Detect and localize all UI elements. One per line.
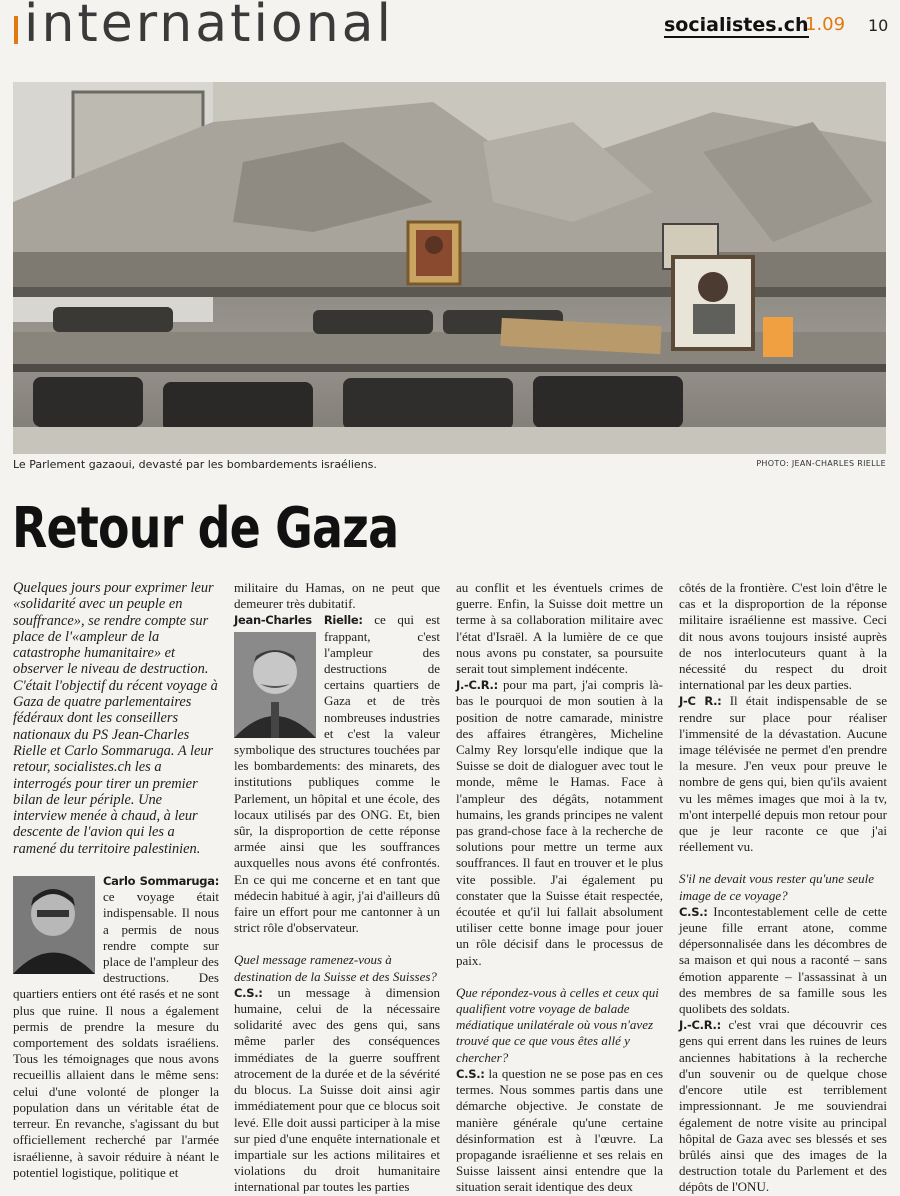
answer-paragraph: Jean-Charles Rielle: ce qui est frappant, c'est l'ampleur des destructions de certains quartiers de Gaza et de très nombreuses industries et c'est la valeur symbolique des structures touchées par les bombardements: des minarets, des institutions publiques comme le Parlement, un hôpital et une école, des locaux utilisés par des ONG. Et, bien sûr, la disproportion de cette réponse armée ainsi que les souffrances auxquelles nous avons été confrontés. En ce qui me concerne et en tant que médecin habitué à agir, j'ai d'ailleurs dû faire un effort pour me cantonner à un strict rôle d'observateur. xyxy=(234,612,441,936)
section-title: international xyxy=(24,0,394,54)
speaker-label: J.-C.R.: xyxy=(679,1018,721,1033)
interview-question: Que répondez-vous à celles et ceux qui qualifient votre voyage de balade médiatique unilatérale où vous n'avez trouvé que ce que vous êtes allé y chercher? xyxy=(456,984,659,1065)
site-name: socialistes.ch xyxy=(664,14,809,36)
answer-paragraph: côtés de la frontière. C'est loin d'être le cas et la disproportion de la réponse militaire israélienne est massive. Ceci dit nous avons toujours insisté auprès de nos interlocuteurs quant à la nécessité du respect du droit international par les deux parties. xyxy=(679,580,887,693)
answer-paragraph: Carlo Sommaruga: ce voyage était indispensable. Il nous a permis de nous rendre compte sur place de l'ampleur des destructions. Des quartiers entiers ont été rasés et ne sont plus que ruine. Il nous a également permis de prendre la mesure du comportement des soldats israéliens. Tous les témoignages que nous avons recueillis allaient dans le même sens: celui d'une volonté de plonger la population dans un véritable état de terreur. En revanche, s'agissant du but officiellement recherché par l'armée israélienne, à savoir réduire à néant le potentiel logistique, politique et xyxy=(13,874,219,1180)
interview-question: S'il ne devait vous rester qu'une seule image de ce voyage? xyxy=(679,871,874,903)
portrait-sommaruga xyxy=(13,876,95,974)
article-lead: Quelques jours pour exprimer leur «solidarité avec un peuple en souffrance», se rendre compte sur place de l'«ampleur de la catastrophe humanitaire» et observer le niveau de destruction. C'était l'objectif du récent voyage à Gaza de quatre parlementaires fédéraux dont les conseillers nationaux du PS Jean-Charles Rielle et Carlo Sommaruga. A leur retour, socialistes.ch les a interrogés pour tirer un premier bilan de leur périple. Une interview menée à chaud, à leur descente de l'avion qui les a ramené du territoire palestinien. xyxy=(13,580,218,857)
article-column-2 xyxy=(234,580,441,1195)
issue-number: 1.09 xyxy=(805,14,846,35)
speaker-label: J.-C.R.: xyxy=(456,678,498,693)
answer-paragraph: au conflit et les éventuels crimes de guerre. Enfin, la Suisse doit mettre un terme à sa collaboration militaire avec l'état d'Israël. A la lumière de ce que nous avons pu constater, sa poursuite serait tout simplement indécente. xyxy=(456,580,663,677)
article-column-1 xyxy=(13,580,219,1180)
speaker-label: Carlo Sommaruga: xyxy=(103,874,219,889)
answer-paragraph: C.S.: Incontestablement celle de cette jeune fille errant atone, comme dépersonnalisée dans les décombres de sa maison et qui nous a raconté – sans émotion apparente – l'assassinat à un des membres de sa famille sous les quolibets des soldats. xyxy=(679,903,887,1017)
speaker-label: C.S.: xyxy=(679,904,708,919)
article-column-3 xyxy=(456,580,663,1195)
answer-paragraph: J.-C.R.: c'est vrai que découvrir ces gens qui errent dans les ruines de leurs anciennes habitations à la recherche d'un souvenir ou de quelque chose d'encore utile est terriblement impressionnant. Je me souviendrai également de notre visite au principal hôpital de Gaza avec ses blessés et ses brûlés ainsi que des images de la destruction totale du Parlement et des dépôts de l'ONU. xyxy=(679,1017,887,1195)
speaker-label: Jean-Charles Rielle: xyxy=(234,613,363,628)
answer-paragraph: C.S.: la question ne se pose pas en ces termes. Nous sommes partis dans une démarche objective. Je constate de manière générale qu'une certaine désinformation est à l'œuvre. La propagande israélienne et ses relais en Suisse laissent ainsi entendre que la situation serait identique des deux xyxy=(456,1065,663,1195)
article-headline: Retour de Gaza xyxy=(12,496,399,561)
answer-paragraph: militaire du Hamas, on ne peut que demeurer très dubitatif. xyxy=(234,580,440,612)
answer-paragraph: C.S.: un message à dimension humaine, celui de la nécessaire solidarité avec des gens qui, sans même parler des conséquences immédiates de la guerre souffrent atrocement de la durée et de la sévérité du blocus. La Suisse doit ainsi agir immédiatement pour que ce blocus soit levé. Elle doit aussi participer à la mise sur pied d'une enquête internationale et impartiale sur les actions militaires et violations du droit humanitaire international par toutes les parties xyxy=(234,984,440,1195)
section-accent-bar xyxy=(14,16,18,44)
parliament-photo xyxy=(13,82,886,454)
speaker-label: C.S.: xyxy=(456,1066,485,1081)
page-number: 10 xyxy=(868,16,889,35)
answer-paragraph: J-C R.: Il était indispensable de se rendre sur place pour réaliser l'immensité de la dévastation. Aucune image télévisée ne permet d'en prendre la mesure. J'en veux pour preuve le nombre de gens qui, bien qu'ils avaient vu les mêmes images que moi à la tv, m'ont interpellé depuis mon retour pour que je leur raconte ce que j'ai réellement vu. xyxy=(679,693,887,855)
caption-text: Le Parlement gazaoui, devasté par les bombardements israéliens. xyxy=(13,458,377,471)
portrait-rielle xyxy=(234,632,316,738)
interview-question: Quel message ramenez-vous à destination de la Suisse et des Suisses? xyxy=(234,952,437,984)
article-column-4 xyxy=(679,580,887,1195)
photo-caption xyxy=(13,458,886,474)
answer-paragraph: J.-C.R.: pour ma part, j'ai compris là-bas le pourquoi de mon soutien à la position de notre camarade, ministre des affaires étrangères, Micheline Calmy Rey lorsqu'elle indique que la Suisse se doit de dialoguer avec tout le monde, même le Hamas. Face à l'ampleur des dégâts, notamment humains, les grands principes ne valent pas grand-chose face à la recherche de solutions pour mettre un terme aux souffrances. Il faut en trouver et le plus vite possible. J'ai également pu constater que la Suisse était respectée, écoutée et qu'il lui fallait absolument utiliser cette bonne image pour jouer un rôle décisif dans le processus de paix. xyxy=(456,677,663,968)
page-header xyxy=(0,0,900,56)
speaker-label: J-C R.: xyxy=(679,694,722,709)
photo-credit: PHOTO: JEAN-CHARLES RIELLE xyxy=(756,459,886,468)
speaker-label: C.S.: xyxy=(234,985,263,1000)
